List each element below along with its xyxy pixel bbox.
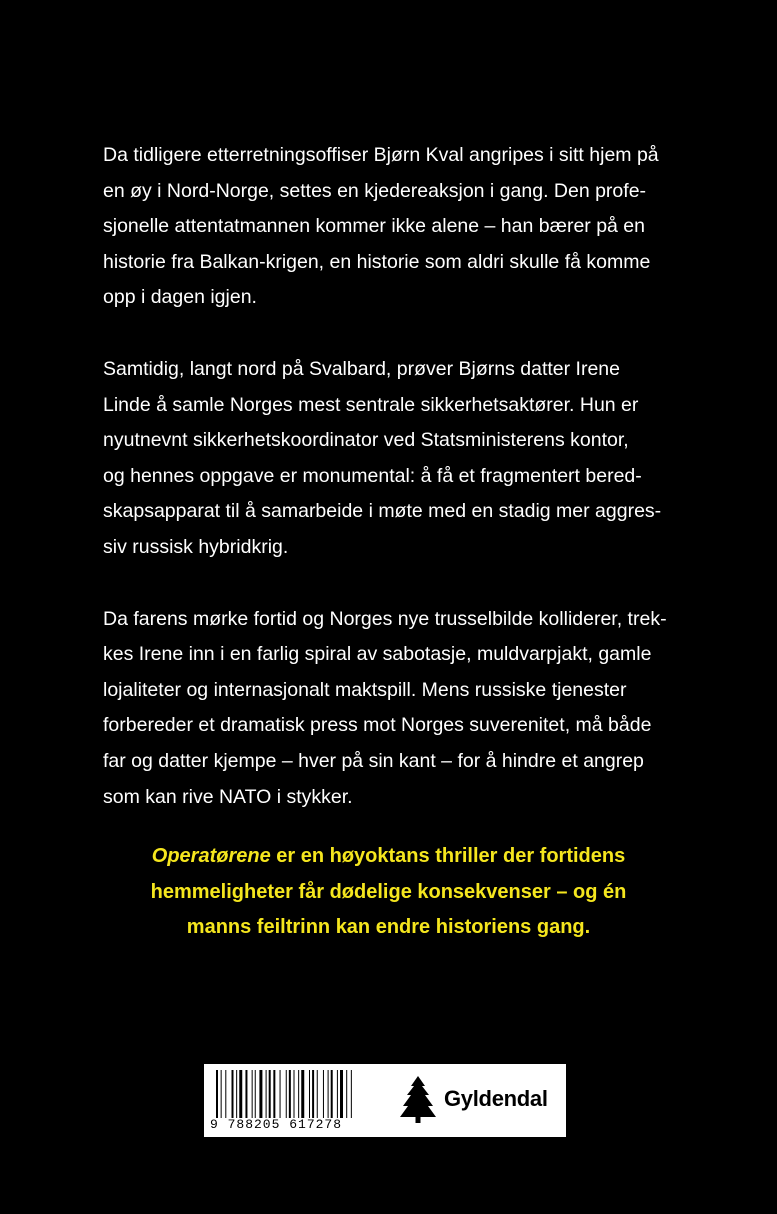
blurb-paragraph-1 — [103, 138, 703, 316]
isbn-digits: 9 788205 617278 — [210, 1117, 343, 1132]
barcode-bar — [328, 1070, 329, 1118]
blurb-paragraph-3 — [103, 602, 703, 816]
tagline-line-1-rest: er en høyoktans thriller der fortidens — [270, 845, 626, 867]
tagline-line-3: manns feiltrinn kan endre historiens gang. — [186, 916, 591, 938]
barcode-bar — [255, 1070, 256, 1118]
blurb-line: Linde å samle Norges mest sentrale sikkerhetsaktører. Hun er — [103, 393, 639, 416]
blurb-line: sjonelle attentatmannen kommer ikke alene – han bærer på en — [103, 215, 645, 238]
tagline-line-1 — [0, 839, 777, 875]
blurb-line: kes Irene inn i en farlig spiral av sabotasje, muldvarpjakt, gamle — [103, 643, 652, 666]
fir-tree-icon — [400, 1075, 436, 1123]
blurb-line: far og datter kjempe – hver på sin kant – for å hindre et angrep — [103, 749, 644, 772]
barcode-bar — [286, 1070, 287, 1118]
barcode-bar — [294, 1070, 295, 1118]
blurb-line: opp i dagen igjen. — [103, 286, 257, 309]
barcode-bar — [225, 1070, 226, 1118]
barcode-bar — [309, 1070, 310, 1118]
barcode-bar — [245, 1070, 247, 1118]
blurb-line: Da tidligere etterretningsoffiser Bjørn Kval angripes i sitt hjem på — [103, 144, 659, 166]
blurb-line: historie fra Balkan-krigen, en historie som aldri skulle få komme — [103, 250, 651, 273]
blurb-line: en øy i Nord-Norge, settes en kjedereaksjon i gang. Den profe- — [103, 179, 647, 202]
blurb-text — [103, 138, 703, 851]
blurb-line: og hennes oppgave er monumental: å få et fragmentert bered- — [103, 464, 642, 487]
barcode-bar — [289, 1070, 291, 1118]
barcode-bar — [273, 1070, 275, 1118]
blurb-line: nyutnevnt sikkerhetskoordinator ved Statsministerens kontor, — [103, 429, 629, 452]
barcode-bar — [331, 1070, 333, 1118]
tagline — [0, 839, 777, 946]
barcode-bar — [301, 1070, 304, 1118]
publisher-logo — [400, 1074, 548, 1124]
barcode-bar — [221, 1070, 222, 1118]
barcode-bar — [216, 1070, 218, 1118]
blurb-paragraph-2 — [103, 352, 703, 566]
barcode-bar — [346, 1070, 347, 1118]
barcode-bar — [340, 1070, 343, 1118]
barcode-bar — [266, 1070, 267, 1118]
barcode-bar — [323, 1070, 324, 1118]
barcode-bar — [269, 1070, 271, 1118]
barcode-bar — [259, 1070, 262, 1118]
book-title: Operatørene — [151, 845, 271, 867]
blurb-line: skapsapparat til å samarbeide i møte med en stadig mer aggres- — [103, 500, 662, 523]
barcode-bar — [298, 1070, 299, 1118]
barcode-bar — [239, 1070, 242, 1118]
blurb-line: som kan rive NATO i stykker. — [103, 785, 353, 808]
barcode-panel — [204, 1064, 566, 1137]
publisher-name: Gyldendal — [444, 1086, 548, 1111]
blurb-line: lojaliteter og internasjonalt maktspill. Mens russiske tjenester — [103, 678, 627, 701]
barcode-bar — [252, 1070, 253, 1118]
barcode-bar — [312, 1070, 314, 1118]
blurb-line: Samtidig, langt nord på Svalbard, prøver Bjørns datter Irene — [103, 357, 620, 380]
barcode-bar — [337, 1070, 338, 1118]
tagline-line-2: hemmeligheter får dødelige konsekvenser – og én — [150, 880, 627, 903]
barcode-bar — [351, 1070, 352, 1118]
barcode-bar — [317, 1070, 318, 1118]
blurb-line: siv russisk hybridkrig. — [103, 535, 289, 558]
barcode-bar — [280, 1070, 281, 1118]
barcode — [216, 1070, 368, 1118]
barcode-bar — [236, 1070, 237, 1118]
barcode-bar — [232, 1070, 234, 1118]
blurb-line: Da farens mørke fortid og Norges nye trusselbilde kolliderer, trek- — [103, 607, 667, 630]
blurb-line: forbereder et dramatisk press mot Norges suverenitet, må både — [103, 714, 652, 737]
